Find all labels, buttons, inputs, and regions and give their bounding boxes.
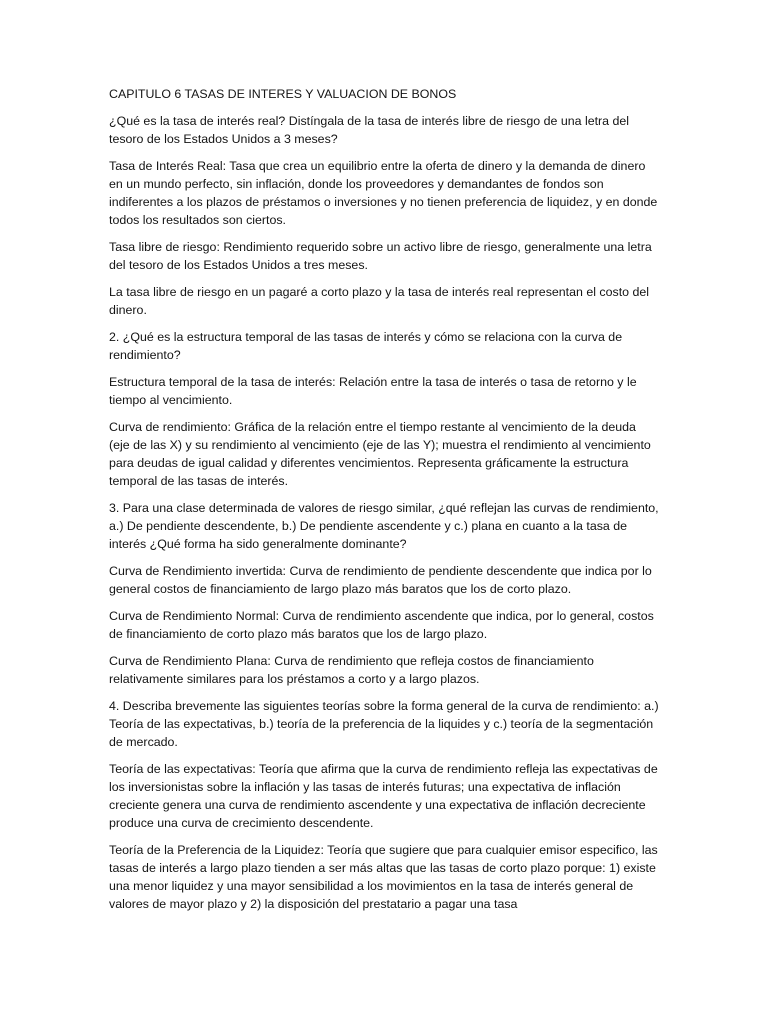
paragraph-liquidity-preference-theory: Teoría de la Preferencia de la Liquidez: Teoría que sugiere que para cualquier emisor especifico, las tasas de interés a largo plazo tienden a ser más altas que las tasas de corto plazo porque: 1) existe una menor liquidez y una mayor sensibilidad a los movimientos en la tasa de interés general de valores de mayor plazo y 2) la disposición del prestatario a pagar una tasa <box>109 843 658 911</box>
paragraph-expectations-theory: Teoría de las expectativas: Teoría que afirma que la curva de rendimiento refleja las expectativas de los inversionistas sobre la inflación y las tasas de interés futuras; una expectativa de inflación creciente genera una curva de rendimiento ascendente y una expectativa de inflación decreciente produce una curva de crecimiento descendente. <box>109 762 658 830</box>
question-2: 2. ¿Qué es la estructura temporal de las tasas de interés y cómo se relaciona con la curva de rendimiento? <box>109 330 623 362</box>
paragraph-real-rate-definition: Tasa de Interés Real: Tasa que crea un equilibrio entre la oferta de dinero y la demanda de dinero en un mundo perfecto, sin inflación, donde los proveedores y demandantes de fondos son indiferentes a los plazos de préstamos o inversiones y no tienen preferencia de liquidez, y en donde todos los resultados son ciertos. <box>109 159 658 227</box>
question-1: ¿Qué es la tasa de interés real? Distíngala de la tasa de interés libre de riesgo de una letra del tesoro de los Estados Unidos a 3 meses? <box>109 114 630 146</box>
document-body <box>109 85 659 922</box>
paragraph-yield-curve-definition: Curva de rendimiento: Gráfica de la relación entre el tiempo restante al vencimiento de la deuda (eje de las X) y su rendimiento al vencimiento (eje de las Y); muestra el rendimiento al vencimiento para deudas de igual calidad y diferentes vencimientos. Representa gráficamente la estructura temporal de las tasas de interés. <box>109 420 651 488</box>
paragraph-cost-of-money: La tasa libre de riesgo en un pagaré a corto plazo y la tasa de interés real representan el costo del dinero. <box>109 285 650 317</box>
question-3: 3. Para una clase determinada de valores de riesgo similar, ¿qué reflejan las curvas de rendimiento, a.) De pendiente descendente, b.) De pendiente ascendente y c.) plana en cuanto a la tasa de interés ¿Qué forma ha sido generalmente dominante? <box>109 501 659 551</box>
chapter-title: CAPITULO 6 TASAS DE INTERES Y VALUACION DE BONOS <box>109 87 457 101</box>
question-4: 4. Describa brevemente las siguientes teorías sobre la forma general de la curva de rendimiento: a.) Teoría de las expectativas, b.) teoría de la preferencia de la liquides y c.) teoría de la segmentación de mercado. <box>109 699 659 749</box>
paragraph-inverted-curve: Curva de Rendimiento invertida: Curva de rendimiento de pendiente descendente que indica por lo general costos de financiamiento de largo plazo más baratos que los de corto plazo. <box>109 564 652 596</box>
paragraph-term-structure-definition: Estructura temporal de la tasa de interés: Relación entre la tasa de interés o tasa de retorno y le tiempo al vencimiento. <box>109 375 637 407</box>
paragraph-risk-free-definition: Tasa libre de riesgo: Rendimiento requerido sobre un activo libre de riesgo, generalmente una letra del tesoro de los Estados Unidos a tres meses. <box>109 240 652 272</box>
paragraph-flat-curve: Curva de Rendimiento Plana: Curva de rendimiento que refleja costos de financiamiento relativamente similares para los préstamos a corto y a largo plazos. <box>109 654 594 686</box>
paragraph-normal-curve: Curva de Rendimiento Normal: Curva de rendimiento ascendente que indica, por lo general, costos de financiamiento de corto plazo más baratos que los de largo plazo. <box>109 609 654 641</box>
